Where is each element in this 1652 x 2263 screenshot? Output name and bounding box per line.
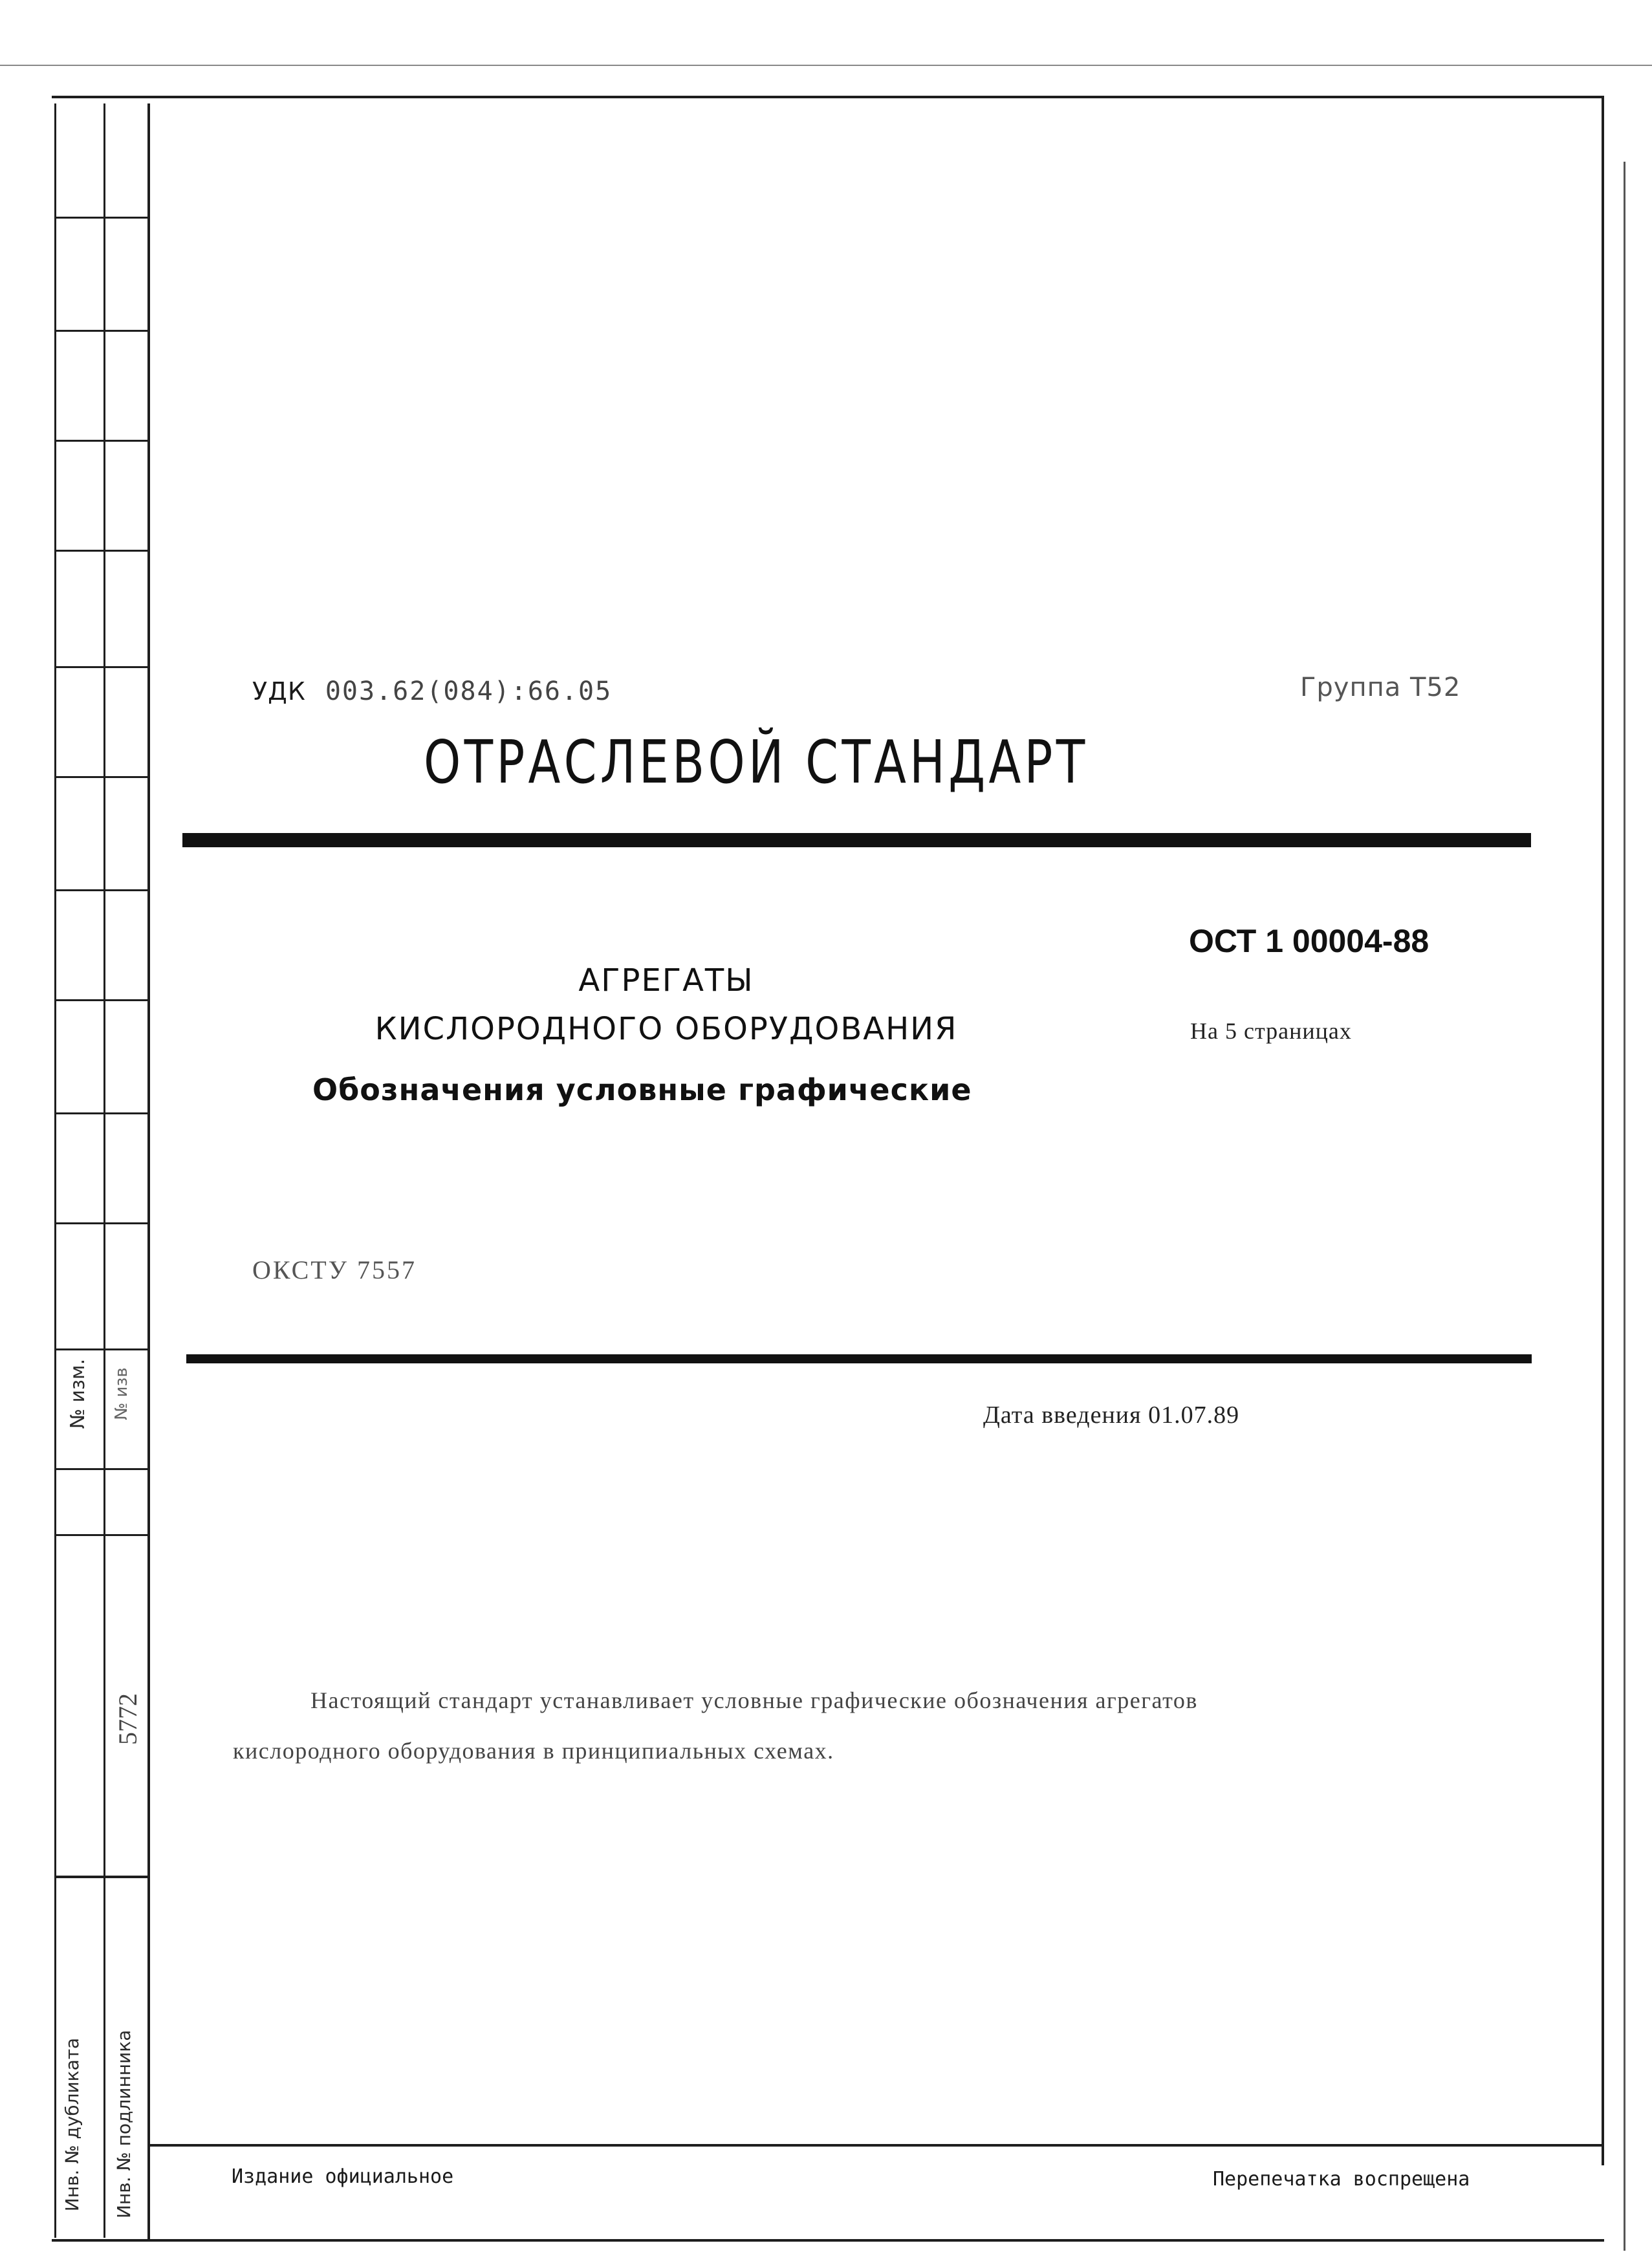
strip-row (54, 1222, 149, 1224)
udk-value: 003.62(084):66.05 (325, 677, 613, 706)
frame-right (1602, 96, 1604, 2165)
strip-row (54, 330, 149, 332)
inv-podlinnika-label: Инв. № подлинника (113, 2030, 135, 2218)
standard-name-line2: КИСЛОРОДНОГО ОБОРУДОВАНИЯ (375, 1011, 958, 1047)
strip-line-right (147, 103, 150, 1533)
strip-row (54, 1348, 149, 1350)
strip-row (54, 550, 149, 552)
strip-row (54, 1876, 149, 1878)
strip-row (54, 1112, 149, 1114)
no-izm-label: № изм. (67, 1358, 89, 1429)
strip-row (54, 666, 149, 668)
body-paragraph (233, 1675, 1494, 1776)
top-edge-line (0, 65, 1652, 66)
udk-label: УДК (252, 677, 306, 706)
strip-row (54, 217, 149, 219)
strip-row (54, 1468, 149, 1470)
strip-row (54, 889, 149, 891)
footer-reprint-forbidden: Перепечатка воспрещена (1213, 2168, 1470, 2191)
inv-number: 5772 (113, 1693, 142, 1745)
inv-dublikata-label: Инв. № дубликата (61, 2037, 83, 2212)
no-izv-label: № изв (112, 1367, 131, 1420)
date-intro: Дата введения 01.07.89 (983, 1402, 1240, 1429)
frame-bottom (52, 2239, 1604, 2242)
page-title: ОТРАСЛЕВОЙ СТАНДАРТ (424, 728, 1089, 797)
body-line1: Настоящий стандарт устанавливает условные графические обозначения агрегатов (310, 1687, 1198, 1713)
strip-row (54, 440, 149, 442)
standard-code: ОСТ 1 00004-88 (1189, 923, 1429, 959)
footer-official-edition: Издание официальное (232, 2165, 454, 2188)
strip-row (54, 999, 149, 1001)
strip-line-mid (103, 103, 105, 2238)
footer-divider (149, 2144, 1604, 2147)
group-label: Группа Т52 (1300, 673, 1461, 702)
body-line2: кислородного оборудования в принципиальных схемах. (233, 1738, 834, 1764)
title-rule (182, 833, 1531, 847)
udk-line (252, 677, 612, 706)
oksty-code: ОКСТУ 7557 (252, 1255, 417, 1284)
frame-right-outer (1624, 162, 1625, 2251)
standard-name-line1: АГРЕГАТЫ (578, 962, 754, 999)
oksty-rule (186, 1354, 1532, 1363)
strip-line-left (54, 103, 56, 2238)
strip-row (54, 1534, 149, 1536)
strip-line-right-lower (147, 1533, 150, 2241)
standard-name-line3: Обозначения условные графические (312, 1072, 972, 1107)
pages-count: На 5 страницах (1190, 1018, 1352, 1044)
frame-top (52, 96, 1604, 98)
strip-row (54, 776, 149, 778)
